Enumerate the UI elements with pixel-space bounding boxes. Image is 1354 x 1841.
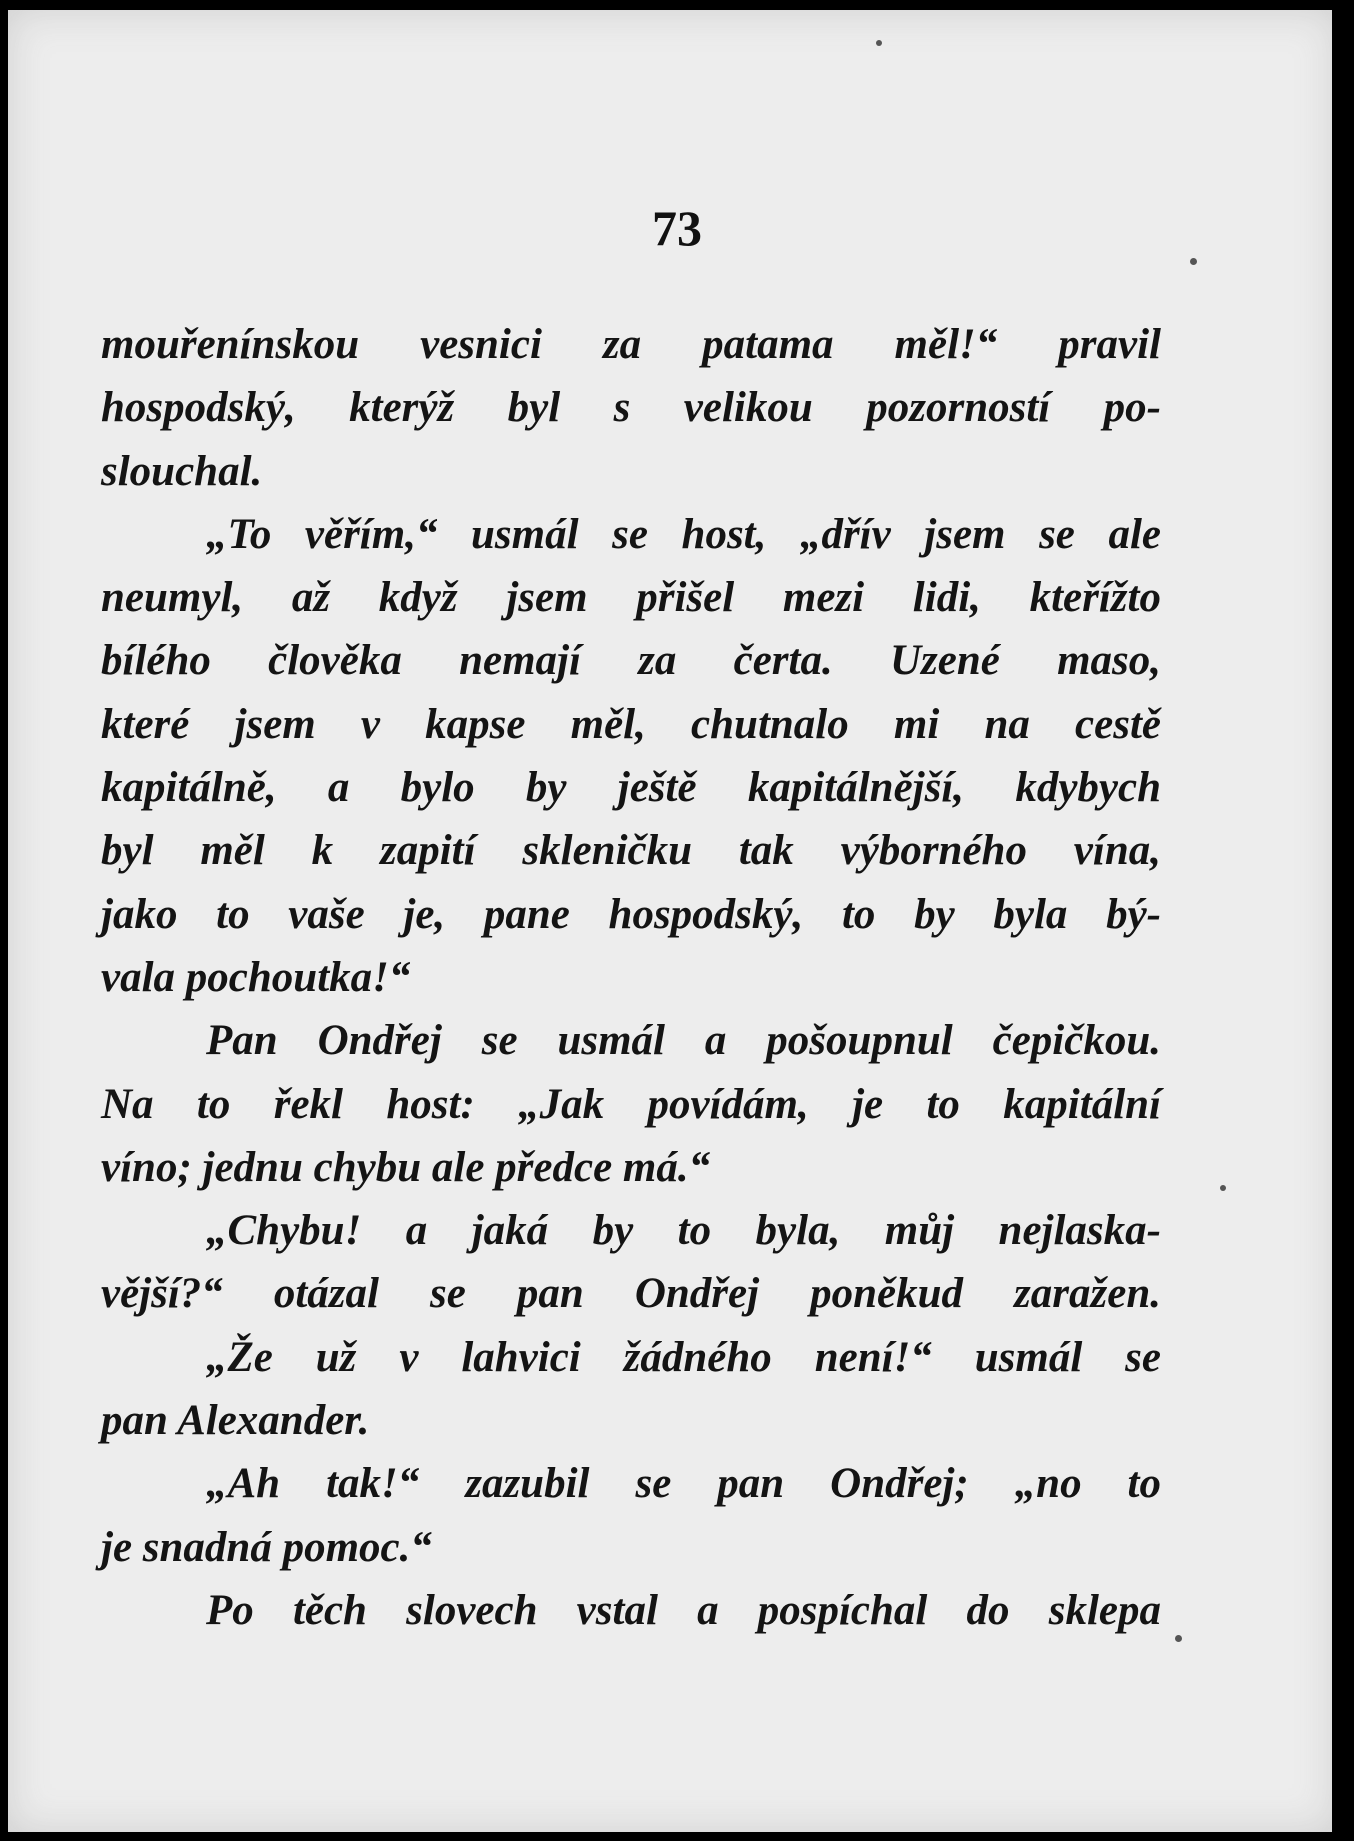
text-line: jako to vaše je, pane hospodský, to by byla bý- bbox=[101, 890, 1161, 938]
text-line: vala pochoutka!“ bbox=[101, 953, 411, 1001]
text-line: víno; jednu chybu ale předce má.“ bbox=[101, 1143, 711, 1191]
text-line: které jsem v kapse měl, chutnalo mi na cestě bbox=[101, 700, 1161, 748]
text-line: vější?“ otázal se pan Ondřej poněkud zaražen. bbox=[101, 1270, 1161, 1318]
text-line: „To věřím,“ usmál se host, „dřív jsem se ale bbox=[206, 510, 1161, 558]
scan-border-right bbox=[1332, 0, 1354, 1841]
text-line: je snadná pomoc.“ bbox=[101, 1523, 432, 1571]
dust-speck bbox=[1220, 1185, 1226, 1191]
text-line: byl měl k zapití skleničku tak výborného vína, bbox=[101, 827, 1161, 875]
text-line: neumyl, až když jsem přišel mezi lidi, kteřížto bbox=[101, 574, 1161, 622]
text-line: Na to řekl host: „Jak povídám, je to kapitální bbox=[101, 1080, 1161, 1128]
text-line: pan Alexander. bbox=[101, 1397, 370, 1445]
text-line: Pan Ondřej se usmál a pošoupnul čepičkou. bbox=[206, 1017, 1161, 1065]
dust-speck bbox=[1175, 1635, 1182, 1642]
text-line: hospodský, kterýž byl s velikou pozorností po- bbox=[101, 384, 1161, 432]
text-line: „Chybu! a jaká by to byla, můj nejlaska- bbox=[206, 1207, 1161, 1255]
text-line: „Že už v lahvici žádného není!“ usmál se bbox=[206, 1333, 1161, 1381]
text-line: Po těch slovech vstal a pospíchal do sklepa bbox=[206, 1586, 1161, 1634]
body-text bbox=[101, 313, 1161, 1642]
dust-speck bbox=[876, 40, 882, 46]
page-number: 73 bbox=[652, 200, 702, 256]
text-line: mouřenínskou vesnici za patama měl!“ pravil bbox=[101, 321, 1161, 368]
text-line: slouchal. bbox=[101, 447, 263, 495]
dust-speck bbox=[1190, 258, 1197, 265]
text-line: kapitálně, a bylo by ještě kapitálnější, kdybych bbox=[101, 764, 1161, 812]
text-line: „Ah tak!“ zazubil se pan Ondřej; „no to bbox=[206, 1460, 1161, 1508]
text-line: bílého člověka nemají za čerta. Uzené maso, bbox=[101, 637, 1161, 685]
